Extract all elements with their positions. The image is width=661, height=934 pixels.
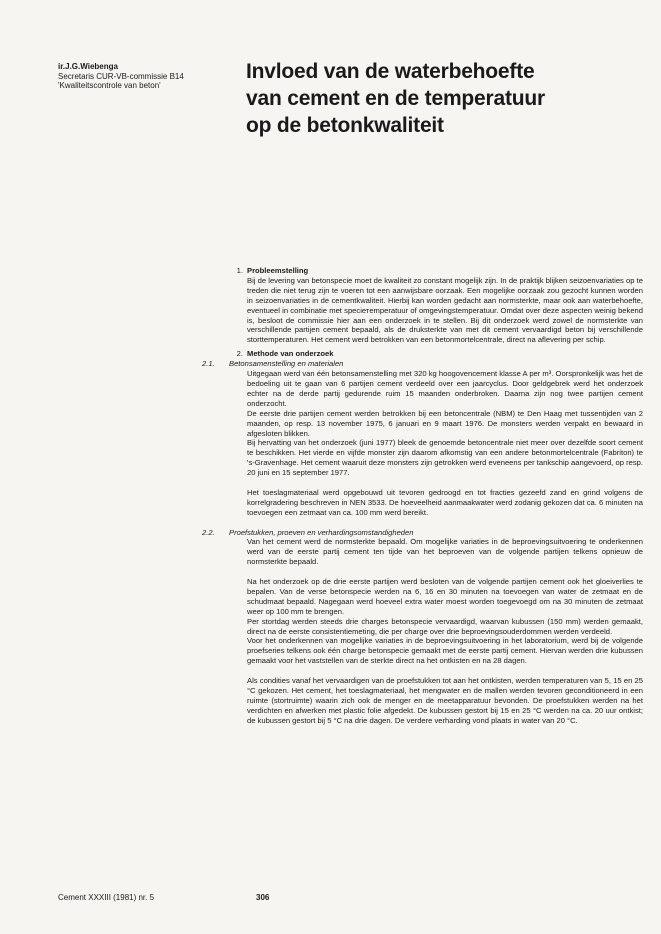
page-number: 306	[256, 893, 270, 902]
section-2-heading	[229, 349, 643, 359]
paragraph: De eerste drie partijen cement werden betrokken bij een betoncentrale (NBM) te Den Haag met tussentijden van 2 maanden, op resp. 13 november 1975, 6 januari en 9 maart 1976. De monsters werden verpakt en bewaard in afgesloten blikken.	[247, 408, 643, 438]
title-line-1: Invloed van de waterbehoefte	[246, 60, 535, 83]
subsection-2-1-heading	[202, 359, 643, 369]
paragraph: Bij de levering van betonspecie moet de kwaliteit zo constant mogelijk zijn. In de praktijk blijken seizoenvariaties op te treden die niet terug zijn te voeren tot een aanwijsbare oorzaak. Een mogelijke oorzaak zou gezocht kunnen worden in seizoenvariaties in de cementkwaliteit. Hierbij kan worden gedacht aan normsterkte, maar ook aan waterbehoefte, eventueel in combinatie met speciетemperatuur of omgevingstemperatuur. Omdat over deze aspecten weinig bekend is, besloot de commissie hier aan een onderzoek in te stellen. Bij dit onderzoek werd zowel de normsterkte van verschillende partijen cement bepaald, als de druksterkte van met dit cement vervaardigd beton bij verschillende storttemperaturen. Het cement werd betrokken van een betonmortelcentrale, direct na aflevering per schip.	[247, 275, 643, 345]
title-line-3: op de betonkwaliteit	[246, 114, 444, 137]
paragraph: Per stortdag werden steeds drie charges betonspecie vervaardigd, waarvan kubussen (150 mm) werden gemaakt, direct na de eerste consistentiemeting, die per charge over drie beproevingsouderdommen werden verdeeld.	[247, 616, 643, 636]
subsection-title: Betonsamenstelling en materialen	[229, 359, 344, 369]
section-number: 1.	[236, 266, 243, 275]
subsection-number: 2.2.	[202, 527, 215, 537]
journal-footer: Cement XXXIII (1981) nr. 5	[58, 893, 155, 902]
paragraph: Als condities vanaf het vervaardigen van de proefstukken tot aan het ontkisten, werden temperaturen van 5, 15 en 25 °C gekozen. Het cement, het toeslagmateriaal, het mengwater en de mallen werden tevoren geconditioneerd in een ruimte (stortruimte) waarin zich ook de menger en de meetapparatuur bevonden. De proefstukken werden na het verdichten en afwerken met plastic folie afgedekt. De kubussen gestort bij 15 en 25 °C werden na ca. 20 uur ontkist; de kubussen gestort bij 5 °C na drie dagen. De verdere verharding vond plaats in water van 20 °C.	[247, 676, 643, 725]
paragraph: Van het cement werd de normsterkte bepaald. Om mogelijke variaties in de beproevingsuitvoering te onderkennen werd van de eerste partij cement ten tijde van het beproeven van de volgende partijen telkens opnieuw de normsterkte bepaald.	[247, 537, 643, 567]
section-number: 2.	[236, 349, 243, 359]
section-title: Methode van onderzoek	[247, 349, 334, 359]
author-name: ir.J.G.Wiebenga	[58, 62, 118, 71]
article-title	[246, 58, 646, 139]
paragraph: Uitgegaan werd van één betonsamenstelling met 320 kg hoogovencement klasse A per m³. Oorspronkelijk was het de bedoeling uit te gaan van 6 partijen cement verdeeld over een jaarcyclus. Door geldgebrek werd het onderzoek echter na de derde partij gedurende ruim 15 maanden onderbroken. Daarna zijn nog twee partijen cement onderzocht.	[247, 369, 643, 408]
section-1-heading	[229, 266, 643, 276]
subsection-number: 2.1.	[202, 359, 215, 369]
paragraph: Het toeslagmateriaal werd opgebouwd uit tevoren gedroogd en tot fracties gezeefd zand en grind volgens de korrelgradering beschreven in NEN 3533. De hoeveelheid aanmaakwater werd zodanig gekozen dat ca. 6 minuten na toevoegen een zetmaat van ca. 100 mm werd bereikt.	[247, 487, 643, 517]
author-byline	[58, 62, 233, 91]
title-line-2: van cement en de temperatuur	[246, 87, 545, 110]
author-committee: 'Kwaliteitscontrole van beton'	[58, 81, 161, 91]
paragraph: Na het onderzoek op de drie eerste partijen werd besloten van de volgende partijen cement ook het gloeiverlies te bepalen. Van de verse betonspecie werden na 6, 16 en 30 minuten na toevoegen van water de zetmaat en de schudmaat bepaald. Nagegaan werd hoeveel extra water moest worden toegevoegd om na 30 minuten de zetmaat weer op 100 mm te brengen.	[247, 577, 643, 616]
author-role: Secretaris CUR-VB-commissie B14	[58, 71, 184, 81]
paragraph: Voor het onderkennen van mogelijke variaties in de beproevingsuitvoering in het laboratorium, werd bij de volgende proefseries telkens ook één charge betonspecie gemaakt met de eerste partij cement. Hiervan werden drie kubussen gemaakt voor het vaststellen van de sterkte direct na het ontkisten en na 28 dagen.	[247, 636, 643, 666]
paragraph: Bij hervatting van het onderzoek (juni 1977) bleek de genoemde betoncentrale niet meer over dezelfde soort cement te beschikken. Het vierde en vijfde monster zijn daarom afkomstig van een andere betonmortelcentrale (Fabriton) te 's-Gravenhage. Het cement waaruit deze monsters zijn getrokken werd eveneens per tankschip aangevoerd, op resp. 20 juni en 15 september 1977.	[247, 438, 643, 478]
subsection-title: Proefstukken, proeven en verhardingsomstandigheden	[229, 527, 414, 537]
article-body	[202, 266, 643, 726]
section-title: Probleemstelling	[247, 266, 309, 275]
subsection-2-2-heading	[202, 528, 643, 538]
